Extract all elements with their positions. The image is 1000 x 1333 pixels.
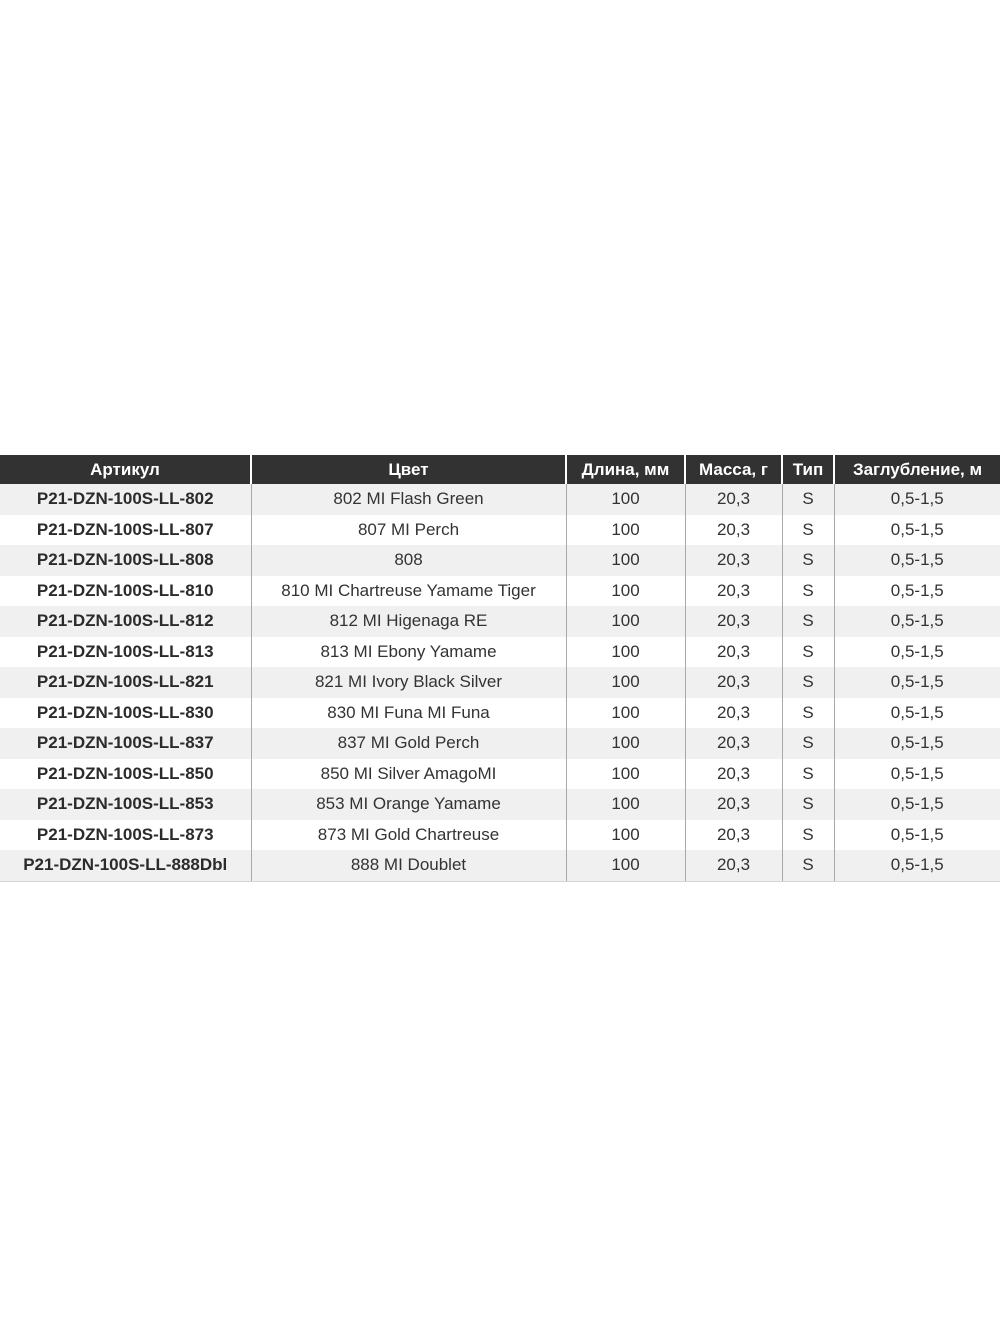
table-row [0, 637, 1000, 668]
table-row [0, 820, 1000, 851]
cell-weight: 20,3 [685, 789, 782, 820]
cell-color: 888 MI Doublet [251, 850, 566, 881]
cell-weight: 20,3 [685, 667, 782, 698]
header-length: Длина, мм [566, 455, 685, 484]
cell-color: 821 MI Ivory Black Silver [251, 667, 566, 698]
header-depth: Заглубление, м [834, 455, 1000, 484]
cell-weight: 20,3 [685, 576, 782, 607]
cell-length: 100 [566, 515, 685, 546]
cell-sku: P21-DZN-100S-LL-853 [0, 789, 251, 820]
table-row [0, 759, 1000, 790]
cell-length: 100 [566, 759, 685, 790]
product-spec-table-container [0, 455, 1000, 882]
table-body [0, 484, 1000, 881]
cell-sku: P21-DZN-100S-LL-812 [0, 606, 251, 637]
cell-color: 812 MI Higenaga RE [251, 606, 566, 637]
cell-length: 100 [566, 698, 685, 729]
header-type: Тип [782, 455, 834, 484]
table-row [0, 667, 1000, 698]
cell-length: 100 [566, 545, 685, 576]
cell-depth: 0,5-1,5 [834, 820, 1000, 851]
cell-color: 807 MI Perch [251, 515, 566, 546]
cell-color: 853 MI Orange Yamame [251, 789, 566, 820]
cell-weight: 20,3 [685, 850, 782, 881]
cell-type: S [782, 820, 834, 851]
cell-weight: 20,3 [685, 545, 782, 576]
cell-type: S [782, 698, 834, 729]
cell-type: S [782, 606, 834, 637]
cell-weight: 20,3 [685, 728, 782, 759]
cell-weight: 20,3 [685, 698, 782, 729]
table-row [0, 698, 1000, 729]
cell-type: S [782, 484, 834, 515]
cell-color: 813 MI Ebony Yamame [251, 637, 566, 668]
header-weight: Масса, г [685, 455, 782, 484]
table-row [0, 576, 1000, 607]
table-row [0, 545, 1000, 576]
cell-sku: P21-DZN-100S-LL-821 [0, 667, 251, 698]
cell-type: S [782, 545, 834, 576]
cell-depth: 0,5-1,5 [834, 484, 1000, 515]
table-row [0, 789, 1000, 820]
cell-color: 873 MI Gold Chartreuse [251, 820, 566, 851]
cell-color: 802 MI Flash Green [251, 484, 566, 515]
cell-type: S [782, 576, 834, 607]
cell-type: S [782, 728, 834, 759]
cell-length: 100 [566, 789, 685, 820]
cell-sku: P21-DZN-100S-LL-830 [0, 698, 251, 729]
cell-depth: 0,5-1,5 [834, 759, 1000, 790]
cell-depth: 0,5-1,5 [834, 545, 1000, 576]
table-row [0, 850, 1000, 881]
table-header [0, 455, 1000, 484]
cell-type: S [782, 789, 834, 820]
cell-color: 850 MI Silver AmagoMI [251, 759, 566, 790]
table-row [0, 484, 1000, 515]
cell-weight: 20,3 [685, 515, 782, 546]
table-row [0, 515, 1000, 546]
cell-depth: 0,5-1,5 [834, 606, 1000, 637]
cell-weight: 20,3 [685, 759, 782, 790]
cell-color: 830 MI Funa MI Funa [251, 698, 566, 729]
cell-sku: P21-DZN-100S-LL-850 [0, 759, 251, 790]
cell-length: 100 [566, 576, 685, 607]
cell-sku: P21-DZN-100S-LL-808 [0, 545, 251, 576]
cell-weight: 20,3 [685, 637, 782, 668]
cell-sku: P21-DZN-100S-LL-837 [0, 728, 251, 759]
cell-depth: 0,5-1,5 [834, 576, 1000, 607]
cell-length: 100 [566, 850, 685, 881]
cell-type: S [782, 637, 834, 668]
cell-depth: 0,5-1,5 [834, 637, 1000, 668]
cell-length: 100 [566, 637, 685, 668]
cell-length: 100 [566, 728, 685, 759]
cell-length: 100 [566, 606, 685, 637]
cell-type: S [782, 759, 834, 790]
cell-color: 837 MI Gold Perch [251, 728, 566, 759]
cell-color: 808 [251, 545, 566, 576]
cell-weight: 20,3 [685, 606, 782, 637]
header-sku: Артикул [0, 455, 251, 484]
header-color: Цвет [251, 455, 566, 484]
cell-type: S [782, 850, 834, 881]
cell-sku: P21-DZN-100S-LL-888Dbl [0, 850, 251, 881]
product-spec-table [0, 455, 1000, 882]
cell-sku: P21-DZN-100S-LL-802 [0, 484, 251, 515]
cell-type: S [782, 515, 834, 546]
cell-length: 100 [566, 820, 685, 851]
table-row [0, 728, 1000, 759]
cell-depth: 0,5-1,5 [834, 667, 1000, 698]
cell-depth: 0,5-1,5 [834, 850, 1000, 881]
cell-depth: 0,5-1,5 [834, 698, 1000, 729]
cell-depth: 0,5-1,5 [834, 789, 1000, 820]
cell-length: 100 [566, 484, 685, 515]
cell-color: 810 MI Chartreuse Yamame Tiger [251, 576, 566, 607]
cell-depth: 0,5-1,5 [834, 728, 1000, 759]
cell-weight: 20,3 [685, 484, 782, 515]
cell-length: 100 [566, 667, 685, 698]
cell-sku: P21-DZN-100S-LL-873 [0, 820, 251, 851]
cell-type: S [782, 667, 834, 698]
cell-weight: 20,3 [685, 820, 782, 851]
cell-sku: P21-DZN-100S-LL-813 [0, 637, 251, 668]
header-row [0, 455, 1000, 484]
cell-depth: 0,5-1,5 [834, 515, 1000, 546]
cell-sku: P21-DZN-100S-LL-810 [0, 576, 251, 607]
cell-sku: P21-DZN-100S-LL-807 [0, 515, 251, 546]
table-row [0, 606, 1000, 637]
